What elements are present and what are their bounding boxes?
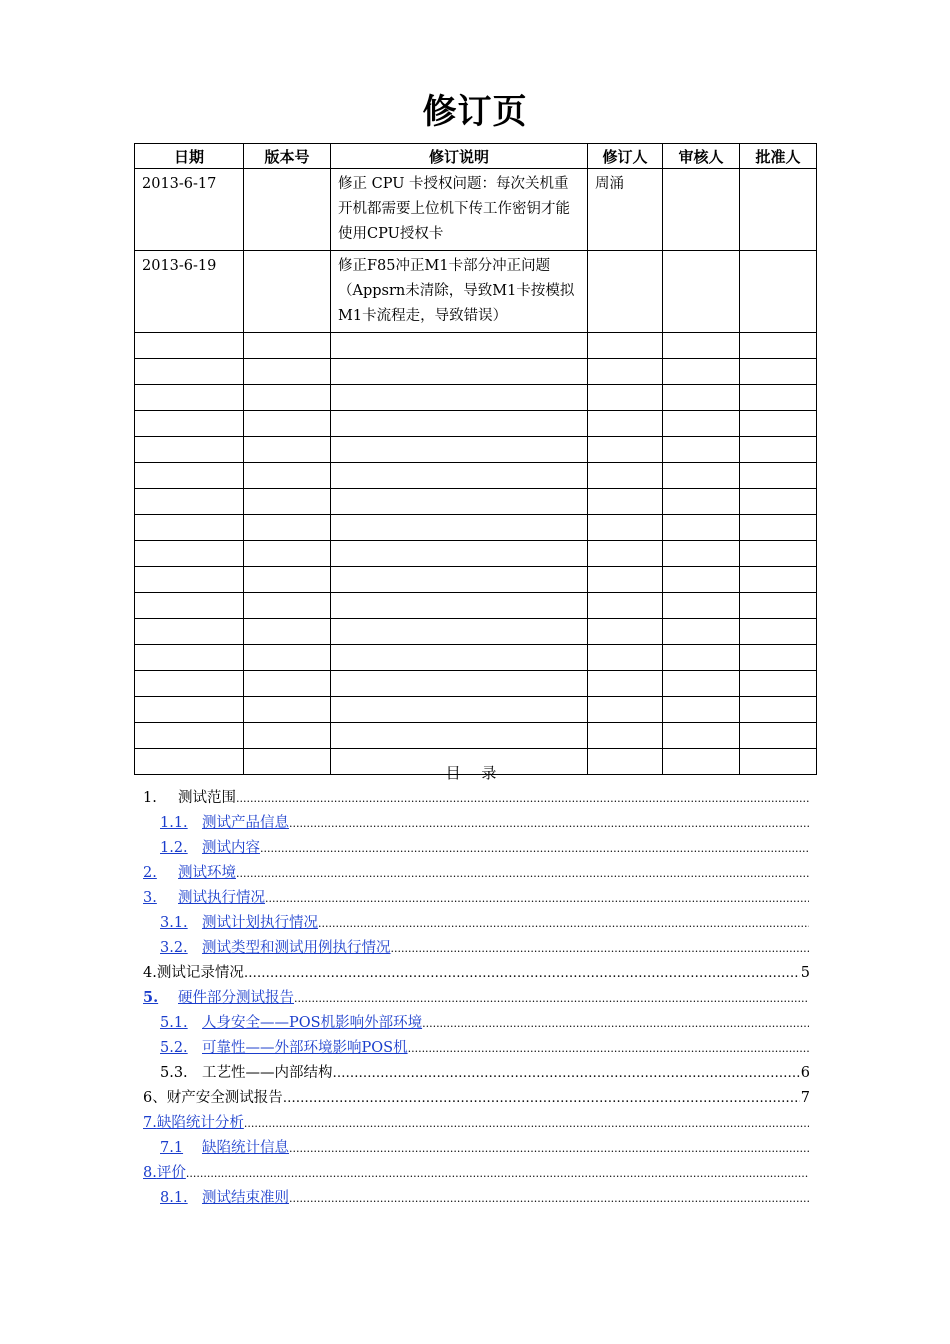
table-row-empty [135, 593, 817, 619]
empty-cell [663, 437, 740, 463]
toc-entry-number[interactable]: 3.1. [160, 915, 188, 931]
empty-cell [740, 723, 817, 749]
toc-entry[interactable] [143, 1161, 810, 1186]
empty-cell [244, 619, 331, 645]
toc-entry-title[interactable]: 硬件部分测试报告 [178, 990, 294, 1006]
empty-cell [331, 411, 588, 437]
table-of-contents [143, 786, 810, 1211]
table-row [135, 169, 817, 251]
empty-cell [588, 619, 663, 645]
toc-leader-dots [186, 1167, 809, 1180]
table-row [135, 251, 817, 333]
empty-cell [244, 567, 331, 593]
cell-description: 修正 CPU 卡授权问题：每次关机重开机都需要上位机下传工作密钥才能使用CPU授权卡 [331, 169, 588, 251]
empty-cell [663, 489, 740, 515]
empty-cell [331, 593, 588, 619]
toc-entry-title[interactable]: 测试结束准则 [202, 1190, 289, 1206]
empty-cell [331, 463, 588, 489]
empty-cell [244, 385, 331, 411]
empty-cell [740, 489, 817, 515]
header-approver: 批准人 [740, 144, 817, 169]
toc-entry-number[interactable]: 3. [143, 890, 157, 906]
cell-reviser: 周涌 [588, 169, 663, 251]
toc-entry[interactable] [143, 1136, 810, 1161]
empty-cell [244, 463, 331, 489]
empty-cell [740, 515, 817, 541]
toc-entry-title[interactable]: 测试内容 [202, 840, 260, 856]
empty-cell [135, 333, 244, 359]
toc-entry-title[interactable]: 缺陷统计分析 [156, 1115, 244, 1131]
empty-cell [331, 645, 588, 671]
cell-approver [740, 169, 817, 251]
header-description: 修订说明 [331, 144, 588, 169]
empty-cell [135, 567, 244, 593]
empty-cell [740, 463, 817, 489]
table-row-empty [135, 567, 817, 593]
toc-leader-dots [294, 992, 809, 1005]
empty-cell [740, 645, 817, 671]
empty-cell [135, 619, 244, 645]
toc-entry-number[interactable]: 3.2. [160, 940, 188, 956]
empty-cell [663, 593, 740, 619]
toc-entry[interactable] [143, 836, 810, 861]
toc-entry-number[interactable]: 5.1. [160, 1015, 188, 1031]
toc-entry[interactable] [143, 1186, 810, 1211]
toc-page-number: 5 [800, 965, 810, 981]
empty-cell [244, 489, 331, 515]
toc-leader-dots [289, 817, 809, 830]
empty-cell [663, 723, 740, 749]
toc-entry-title[interactable]: 缺陷统计信息 [202, 1140, 289, 1156]
toc-leader-dots [236, 867, 809, 880]
toc-entry-number: 4. [143, 965, 157, 981]
empty-cell [135, 593, 244, 619]
empty-cell [244, 515, 331, 541]
empty-cell [588, 359, 663, 385]
empty-cell [244, 411, 331, 437]
toc-leader-dots [289, 1192, 809, 1205]
toc-entry-number[interactable]: 7. [143, 1115, 157, 1131]
cell-version [244, 169, 331, 251]
toc-entry[interactable] [143, 1111, 810, 1136]
toc-entry-title[interactable]: 人身安全——POS机影响外部环境 [202, 1015, 423, 1031]
empty-cell [331, 489, 588, 515]
empty-cell [588, 489, 663, 515]
empty-cell [135, 359, 244, 385]
empty-cell [740, 541, 817, 567]
cell-reviewer [663, 169, 740, 251]
empty-cell [244, 541, 331, 567]
empty-cell [135, 437, 244, 463]
empty-cell [331, 567, 588, 593]
empty-cell [244, 723, 331, 749]
empty-cell [331, 359, 588, 385]
toc-leader-dots [391, 942, 810, 955]
toc-entry[interactable] [143, 911, 810, 936]
empty-cell [663, 645, 740, 671]
empty-cell [331, 541, 588, 567]
toc-entry[interactable] [143, 861, 810, 886]
table-row-empty [135, 645, 817, 671]
empty-cell [135, 645, 244, 671]
empty-cell [588, 645, 663, 671]
toc-entry-title[interactable]: 测试计划执行情况 [202, 915, 318, 931]
table-row-empty [135, 359, 817, 385]
toc-entry-number[interactable]: 8.1. [160, 1190, 188, 1206]
toc-entry-title: 测试范围 [178, 790, 236, 806]
empty-cell [740, 359, 817, 385]
toc-entry[interactable] [143, 811, 810, 836]
empty-cell [588, 671, 663, 697]
empty-cell [135, 385, 244, 411]
toc-entry-number[interactable]: 1.1. [160, 815, 188, 831]
empty-cell [244, 593, 331, 619]
empty-cell [740, 411, 817, 437]
empty-cell [135, 489, 244, 515]
toc-entry-number: 6、 [143, 1090, 167, 1106]
empty-cell [244, 437, 331, 463]
toc-leader-dots [333, 1066, 800, 1081]
table-row-empty [135, 541, 817, 567]
cell-date: 2013-6-17 [135, 169, 244, 251]
table-row-empty [135, 619, 817, 645]
empty-cell [663, 359, 740, 385]
table-row-empty [135, 385, 817, 411]
toc-entry-title[interactable]: 测试环境 [178, 865, 236, 881]
empty-cell [135, 463, 244, 489]
empty-cell [663, 671, 740, 697]
empty-cell [663, 541, 740, 567]
cell-version [244, 251, 331, 333]
empty-cell [740, 671, 817, 697]
toc-entry [143, 1061, 810, 1086]
toc-entry-title: 工艺性——内部结构 [202, 1065, 333, 1081]
toc-entry-title[interactable]: 测试产品信息 [202, 815, 289, 831]
toc-leader-dots [260, 842, 809, 855]
header-version: 版本号 [244, 144, 331, 169]
empty-cell [244, 333, 331, 359]
empty-cell [740, 619, 817, 645]
empty-cell [740, 593, 817, 619]
table-row-empty [135, 437, 817, 463]
empty-cell [135, 411, 244, 437]
cell-description: 修正F85冲正M1卡部分冲正问题（Appsrn未清除，导致M1卡按模拟M1卡流程走，导致错误） [331, 251, 588, 333]
toc-page-number: 6 [800, 1065, 810, 1081]
table-row-empty [135, 697, 817, 723]
toc-leader-dots [244, 1117, 809, 1130]
toc-page-number: 7 [800, 1090, 810, 1106]
empty-cell [135, 671, 244, 697]
toc-entry [143, 961, 810, 986]
toc-entry-title[interactable]: 测试类型和测试用例执行情况 [202, 940, 391, 956]
toc-entry[interactable] [143, 986, 810, 1011]
toc-entry [143, 1086, 810, 1111]
empty-cell [135, 723, 244, 749]
toc-leader-dots [289, 1142, 809, 1155]
header-date: 日期 [135, 144, 244, 169]
toc-entry-title[interactable]: 可靠性——外部环境影响POS机 [202, 1040, 408, 1056]
toc-entry-title: 财产安全测试报告 [166, 1090, 283, 1106]
toc-entry-number[interactable]: 1.2. [160, 840, 188, 856]
empty-cell [740, 333, 817, 359]
table-row-empty [135, 515, 817, 541]
empty-cell [331, 619, 588, 645]
toc-leader-dots [408, 1042, 809, 1055]
toc-leader-dots [265, 892, 809, 905]
empty-cell [588, 515, 663, 541]
empty-cell [663, 463, 740, 489]
cell-date: 2013-6-19 [135, 251, 244, 333]
toc-entry-title[interactable]: 测试执行情况 [178, 890, 265, 906]
toc-entry-title[interactable]: 评价 [156, 1165, 186, 1181]
toc-entry[interactable] [143, 1036, 810, 1061]
toc-leader-dots [244, 966, 800, 981]
toc-entry [143, 786, 810, 811]
empty-cell [663, 697, 740, 723]
empty-cell [663, 619, 740, 645]
empty-cell [663, 515, 740, 541]
toc-leader-dots [422, 1017, 809, 1030]
toc-entry-number: 1. [143, 790, 157, 806]
empty-cell [588, 437, 663, 463]
toc-entry-number[interactable]: 2. [143, 865, 157, 881]
header-reviewer: 审核人 [663, 144, 740, 169]
toc-leader-dots [236, 792, 809, 805]
cell-approver [740, 251, 817, 333]
empty-cell [588, 411, 663, 437]
empty-cell [588, 333, 663, 359]
toc-entry[interactable] [143, 936, 810, 961]
page-title: 修订页 [422, 92, 528, 132]
toc-entry-number[interactable]: 8. [143, 1165, 157, 1181]
empty-cell [331, 515, 588, 541]
empty-cell [244, 645, 331, 671]
empty-cell [588, 593, 663, 619]
empty-cell [588, 541, 663, 567]
table-row-empty [135, 489, 817, 515]
revision-table [134, 143, 817, 775]
toc-heading: 目 录 [445, 764, 505, 782]
empty-cell [135, 697, 244, 723]
empty-cell [244, 697, 331, 723]
empty-cell [588, 697, 663, 723]
table-row-empty [135, 671, 817, 697]
empty-cell [663, 411, 740, 437]
cell-reviewer [663, 251, 740, 333]
toc-entry-number[interactable]: 7.1 [160, 1140, 184, 1156]
empty-cell [331, 697, 588, 723]
toc-entry-title: 测试记录情况 [156, 965, 244, 981]
empty-cell [588, 723, 663, 749]
toc-entry[interactable] [143, 1011, 810, 1036]
empty-cell [663, 567, 740, 593]
toc-entry-number: 5.3. [160, 1065, 188, 1081]
header-reviser: 修订人 [588, 144, 663, 169]
empty-cell [663, 385, 740, 411]
empty-cell [135, 541, 244, 567]
empty-cell [331, 671, 588, 697]
empty-cell [588, 385, 663, 411]
toc-leader-dots [283, 1091, 800, 1106]
empty-cell [331, 723, 588, 749]
toc-entry-number[interactable]: 5.2. [160, 1040, 188, 1056]
cell-reviser [588, 251, 663, 333]
toc-leader-dots [318, 917, 809, 930]
empty-cell [331, 385, 588, 411]
table-row-empty [135, 411, 817, 437]
toc-entry[interactable] [143, 886, 810, 911]
table-header-row [135, 144, 817, 169]
empty-cell [740, 697, 817, 723]
toc-entry-number[interactable]: 5. [143, 989, 159, 1006]
empty-cell [331, 333, 588, 359]
table-row-empty [135, 333, 817, 359]
empty-cell [331, 437, 588, 463]
empty-cell [663, 333, 740, 359]
empty-cell [588, 463, 663, 489]
table-row-empty [135, 723, 817, 749]
empty-cell [740, 437, 817, 463]
table-row-empty [135, 463, 817, 489]
empty-cell [244, 671, 331, 697]
empty-cell [740, 385, 817, 411]
empty-cell [588, 567, 663, 593]
empty-cell [135, 515, 244, 541]
empty-cell [244, 359, 331, 385]
empty-cell [740, 567, 817, 593]
